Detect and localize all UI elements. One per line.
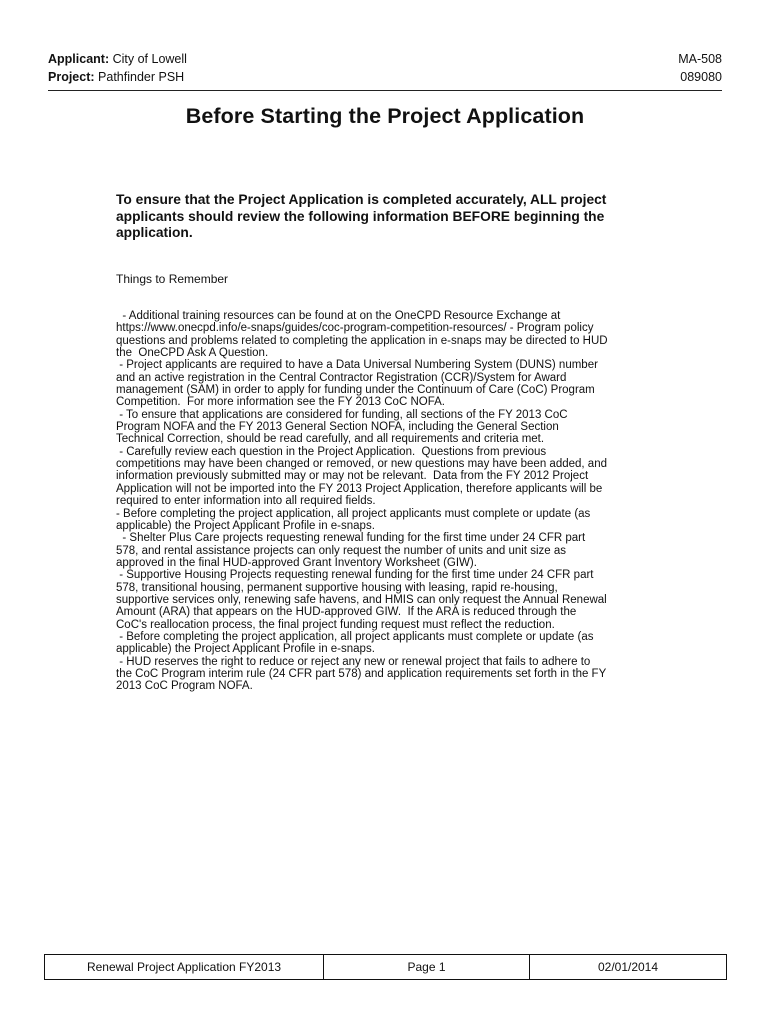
body-line: information previously submitted may or may not be relevant. Data from the FY 2012 Project [116, 470, 589, 483]
body-line: - Additional training resources can be found at on the OneCPD Resource Exchange at [116, 310, 561, 322]
coc-code: MA-508 [678, 52, 722, 66]
applicant-label: Applicant: [48, 52, 110, 66]
body-line: 2013 CoC Program NOFA. [116, 680, 253, 693]
body-line: supportive services only, renewing safe havens, and HMIS can only request the Annual Renewal [116, 593, 607, 606]
instructions-body [116, 310, 661, 693]
body-line: approved in the final HUD-approved Grant Inventory Worksheet (GIW). [116, 556, 477, 569]
body-line: - Shelter Plus Care projects requesting renewal funding for the first time under 24 CFR part [116, 532, 586, 545]
header-left [48, 50, 187, 86]
body-line: 578, and rental assistance projects can only request the number of units and unit size as [116, 544, 567, 557]
applicant-line [48, 50, 187, 68]
body-line: Competition. For more information see the FY 2013 CoC NOFA. [116, 396, 445, 409]
intro-paragraph: To ensure that the Project Application is completed accurately, ALL project applicants should review the following information BEFORE beginning the application. [116, 192, 607, 240]
body-line: the CoC Program interim rule (24 CFR part 578) and application requirements set forth in the FY [116, 667, 607, 680]
body-line: - HUD reserves the right to reduce or reject any new or renewal project that fails to adhere to [116, 655, 591, 668]
body-line: - To ensure that applications are considered for funding, all sections of the FY 2013 CoC [116, 408, 568, 421]
body-line: Technical Correction, should be read carefully, and all requirements and criteria met. [116, 433, 545, 446]
body-line: - Carefully review each question in the Project Application. Questions from previous [116, 445, 547, 458]
body-line: Application will not be imported into the FY 2013 Project Application, therefore applicants will be [116, 482, 603, 495]
body-line: competitions may have been changed or removed, or new questions may have been added, and [116, 458, 607, 471]
project-label: Project: [48, 70, 95, 84]
applicant-value: City of Lowell [112, 52, 187, 66]
body-line: applicable) the Project Applicant Profile in e-snaps. [116, 519, 375, 532]
body-line: and an active registration in the Central Contractor Registration (CCR)/System for Award [116, 371, 567, 384]
body-line: - Before completing the project application, all project applicants must complete or update (as [116, 507, 591, 520]
page-footer [44, 954, 727, 980]
body-line: CoC's reallocation process, the final project funding request must reflect the reduction. [116, 618, 555, 631]
body-line: - Before completing the project application, all project applicants must complete or update (as [116, 630, 594, 643]
body-line: 578, transitional housing, permanent supportive housing with leasing, rapid re-housing, [116, 581, 558, 594]
body-line: Program NOFA and the FY 2013 General Section NOFA, including the General Section [116, 421, 559, 434]
footer-form-name: Renewal Project Application FY2013 [45, 955, 324, 979]
body-line: questions and problems related to completing the application in e-snaps may be directed to HUD [116, 334, 608, 347]
footer-date: 02/01/2014 [597, 960, 659, 974]
body-line: - Supportive Housing Projects requesting renewal funding for the first time under 24 CFR part [116, 569, 594, 582]
application-number: 089080 [680, 70, 722, 84]
body-line: applicable) the Project Applicant Profile in e-snaps. [116, 643, 375, 656]
project-line [48, 68, 187, 86]
body-line: management (SAM) in order to apply for funding under the Continuum of Care (CoC) Program [116, 384, 595, 397]
header-divider [48, 90, 722, 91]
footer-page-number: Page 1 [324, 955, 530, 979]
body-line: Amount (ARA) that appears on the HUD-approved GIW. If the ARA is reduced through the [116, 606, 577, 619]
body-line: https://www.onecpd.info/e-snaps/guides/coc-program-competition-resources/ - Program policy [116, 322, 594, 335]
body-line: the OneCPD Ask A Question. [116, 347, 269, 360]
things-heading: Things to Remember [116, 272, 229, 286]
page-title: Before Starting the Project Application [185, 104, 585, 128]
project-value: Pathfinder PSH [98, 70, 185, 84]
body-line: required to enter information into all required fields. [116, 495, 376, 508]
body-line: - Project applicants are required to have a Data Universal Numbering System (DUNS) number [116, 359, 598, 372]
header-right [678, 50, 722, 86]
